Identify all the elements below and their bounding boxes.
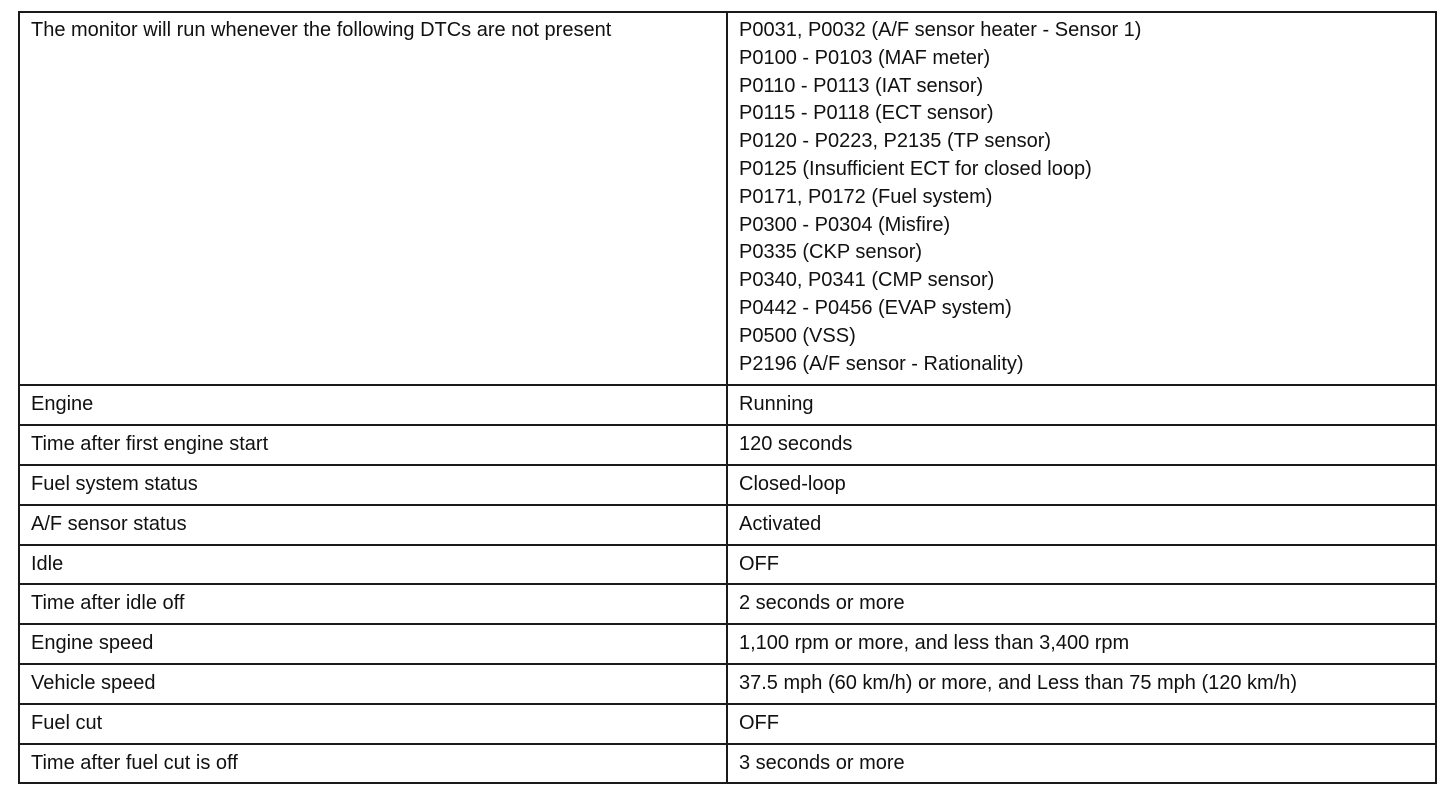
condition-item: Time after fuel cut is off bbox=[19, 744, 727, 784]
table-row bbox=[19, 385, 1436, 425]
table-row bbox=[19, 545, 1436, 585]
table-row bbox=[19, 425, 1436, 465]
table-row-dtc-conditions bbox=[19, 12, 1436, 385]
dtc-list-item: P0120 - P0223, P2135 (TP sensor) bbox=[739, 130, 1052, 153]
condition-value: 37.5 mph (60 km/h) or more, and Less than 75 mph (120 km/h) bbox=[727, 664, 1436, 704]
dtc-list-item: P0110 - P0113 (IAT sensor) bbox=[739, 74, 984, 97]
condition-value: Running bbox=[727, 385, 1436, 425]
condition-value: OFF bbox=[727, 545, 1436, 585]
table-row bbox=[19, 624, 1436, 664]
table-row bbox=[19, 704, 1436, 744]
dtc-condition-label: The monitor will run whenever the following DTCs are not present bbox=[19, 12, 727, 385]
condition-item: Time after idle off bbox=[19, 584, 727, 624]
condition-item: A/F sensor status bbox=[19, 505, 727, 545]
table-row bbox=[19, 465, 1436, 505]
dtc-list-item: P0031, P0032 (A/F sensor heater - Sensor 1) bbox=[739, 19, 1142, 41]
condition-value: 1,100 rpm or more, and less than 3,400 rpm bbox=[727, 624, 1436, 664]
table-row bbox=[19, 584, 1436, 624]
dtc-list-item: P2196 (A/F sensor - Rationality) bbox=[739, 352, 1024, 375]
condition-value: Activated bbox=[727, 505, 1436, 545]
table-row bbox=[19, 505, 1436, 545]
dtc-list-item: P0340, P0341 (CMP sensor) bbox=[739, 269, 995, 292]
condition-item: Engine speed bbox=[19, 624, 727, 664]
condition-item: Fuel cut bbox=[19, 704, 727, 744]
dtc-list-item: P0335 (CKP sensor) bbox=[739, 241, 923, 264]
condition-value: Closed-loop bbox=[727, 465, 1436, 505]
dtc-list-item: P0171, P0172 (Fuel system) bbox=[739, 185, 993, 208]
condition-item: Idle bbox=[19, 545, 727, 585]
condition-item: Engine bbox=[19, 385, 727, 425]
dtc-list-item: P0442 - P0456 (EVAP system) bbox=[739, 296, 1012, 319]
table-row bbox=[19, 744, 1436, 784]
table-row bbox=[19, 664, 1436, 704]
dtc-list-item: P0500 (VSS) bbox=[739, 324, 856, 347]
table-body bbox=[19, 12, 1436, 783]
dtc-list-item: P0115 - P0118 (ECT sensor) bbox=[739, 102, 994, 125]
condition-value: OFF bbox=[727, 704, 1436, 744]
condition-item: Vehicle speed bbox=[19, 664, 727, 704]
dtc-list-item: P0300 - P0304 (Misfire) bbox=[739, 213, 951, 236]
condition-value: 120 seconds bbox=[727, 425, 1436, 465]
condition-item: Fuel system status bbox=[19, 465, 727, 505]
condition-value: 3 seconds or more bbox=[727, 744, 1436, 784]
condition-value: 2 seconds or more bbox=[727, 584, 1436, 624]
dtc-list bbox=[727, 12, 1436, 385]
condition-item: Time after first engine start bbox=[19, 425, 727, 465]
monitor-conditions-table bbox=[18, 11, 1437, 784]
dtc-list-item: P0125 (Insufficient ECT for closed loop) bbox=[739, 157, 1092, 180]
dtc-list-item: P0100 - P0103 (MAF meter) bbox=[739, 46, 991, 69]
